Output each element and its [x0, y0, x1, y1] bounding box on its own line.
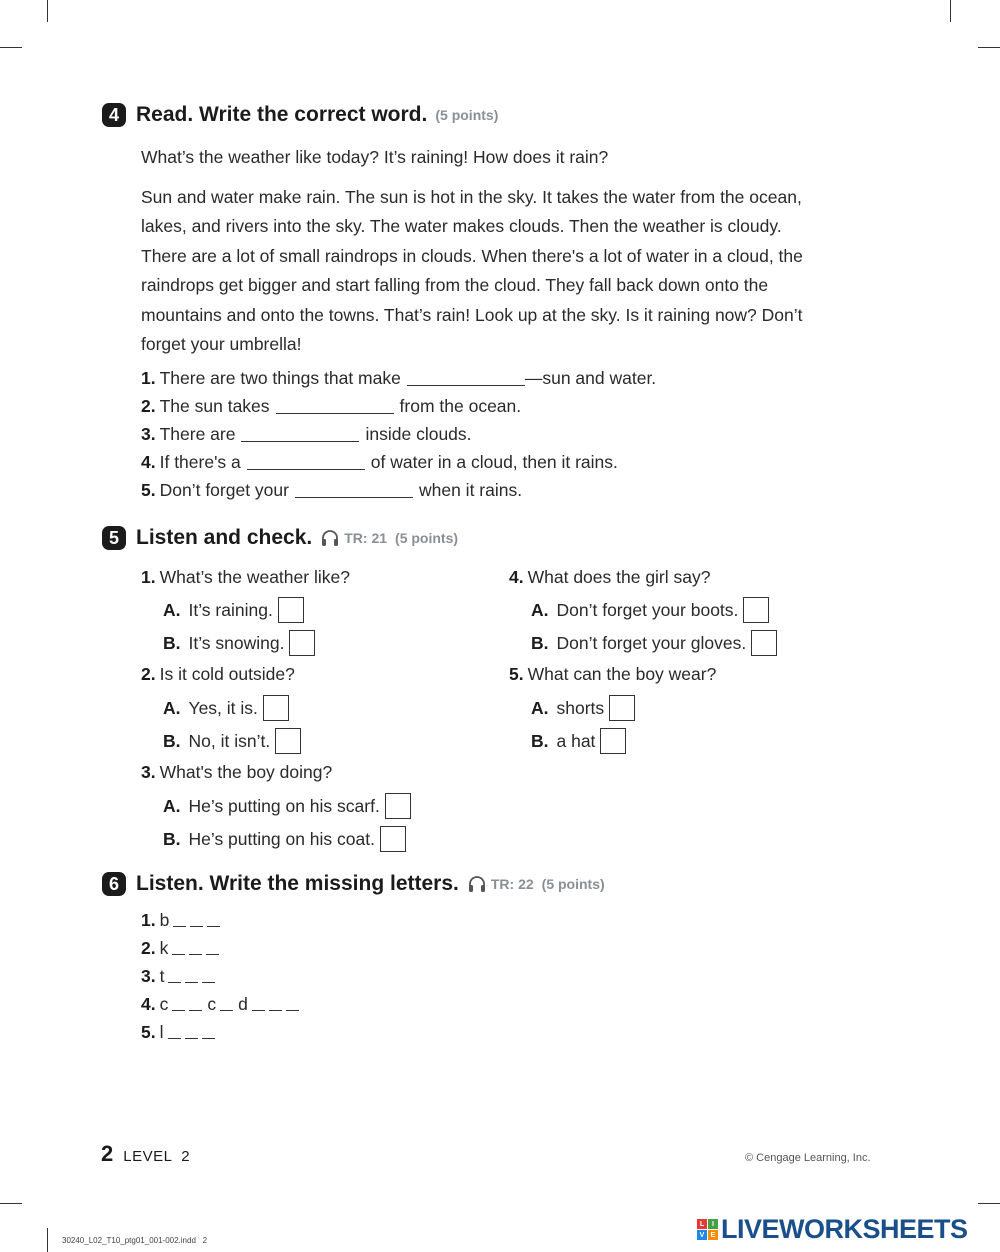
option-text: Don’t forget your gloves. [556, 632, 747, 653]
crop-mark [0, 1203, 22, 1204]
answer-option [531, 728, 626, 754]
option-text: No, it isn’t. [188, 730, 271, 751]
letter-blank[interactable] [206, 942, 219, 955]
letter-blank[interactable] [269, 998, 282, 1011]
option-letter: A. [531, 599, 549, 620]
crop-mark [47, 1228, 48, 1252]
question-number: 5. [141, 1022, 156, 1042]
section-points: (5 points) [541, 876, 605, 892]
page-footer [101, 1141, 190, 1167]
missing-letters-item [141, 994, 299, 1015]
check-question [141, 664, 295, 685]
option-letter: B. [163, 632, 181, 653]
letter-blank[interactable] [189, 998, 202, 1011]
crop-mark [978, 1203, 1000, 1204]
question-text: of water in a cloud, then it rains. [370, 452, 618, 472]
question-number: 5. [509, 664, 524, 684]
letter-blank[interactable] [202, 1026, 215, 1039]
passage-line: raindrops get bigger and start falling from the cloud. They fall back down onto the [141, 275, 769, 296]
question-number: 3. [141, 762, 156, 782]
logo-text: LIVEWORKSHEETS [721, 1214, 968, 1244]
section-title: Read. Write the correct word. [136, 103, 428, 126]
letter-blank[interactable] [185, 970, 198, 983]
audio-track: TR: 21 [344, 530, 388, 546]
section-6-header [102, 870, 605, 898]
section-number-badge: 5 [102, 526, 126, 550]
crop-mark [950, 0, 951, 22]
letter-blank[interactable] [286, 998, 299, 1011]
question-text: If there's a [159, 452, 241, 472]
passage-line: lakes, and rivers into the sky. The water makes clouds. Then the weather is cloudy. [141, 216, 782, 237]
level-label: LEVEL 2 [123, 1148, 191, 1165]
question-text: What does the girl say? [527, 567, 711, 587]
fill-question [141, 424, 472, 445]
check-box[interactable] [263, 695, 289, 721]
logo-tile: E [708, 1230, 718, 1240]
check-box[interactable] [743, 597, 769, 623]
answer-blank[interactable] [295, 483, 413, 498]
question-number: 1. [141, 910, 156, 930]
option-letter: B. [531, 730, 549, 751]
question-number: 3. [141, 424, 156, 444]
word-letter: t [159, 966, 165, 986]
letter-blank[interactable] [185, 1026, 198, 1039]
check-question [509, 664, 716, 685]
letter-blank[interactable] [252, 998, 265, 1011]
letter-blank[interactable] [172, 998, 185, 1011]
logo-tile: I [708, 1219, 718, 1229]
check-box[interactable] [600, 728, 626, 754]
logo-tile: V [697, 1230, 707, 1240]
option-text: It’s raining. [188, 599, 273, 620]
passage-line: There are a lot of small raindrops in clouds. When there's a lot of water in a cloud, the [141, 245, 803, 266]
letter-blank[interactable] [207, 914, 220, 927]
answer-option [163, 793, 411, 819]
option-letter: A. [531, 697, 549, 718]
copyright: © Cengage Learning, Inc. [745, 1152, 871, 1164]
answer-blank[interactable] [241, 427, 359, 442]
headphones-icon [320, 528, 340, 548]
reading-passage [141, 183, 881, 359]
question-number: 1. [141, 368, 156, 388]
letter-blank[interactable] [220, 998, 233, 1011]
question-text: What can the boy wear? [527, 664, 717, 684]
check-box[interactable] [275, 728, 301, 754]
audio-track: TR: 22 [490, 876, 534, 892]
question-text: Is it cold outside? [159, 664, 295, 684]
option-text: shorts [556, 697, 605, 718]
answer-blank[interactable] [407, 371, 525, 386]
letter-blank[interactable] [202, 970, 215, 983]
word-letter: c [159, 994, 169, 1014]
file-slug: 30240_L02_T10_ptg01_001-002.indd 2 [62, 1236, 208, 1245]
passage-line: forget your umbrella! [141, 334, 302, 355]
section-points: (5 points) [435, 107, 499, 123]
question-text: inside clouds. [365, 424, 472, 444]
letter-blank[interactable] [168, 1026, 181, 1039]
check-box[interactable] [380, 826, 406, 852]
passage-line: mountains and onto the towns. That’s rain! Look up at the sky. Is it raining now? Don’t [141, 304, 803, 325]
section-4-header [102, 101, 498, 129]
question-number: 2. [141, 396, 156, 416]
missing-letters-item [141, 910, 220, 931]
letter-blank[interactable] [168, 970, 181, 983]
answer-option [531, 695, 635, 721]
letter-blank[interactable] [173, 914, 186, 927]
crop-mark [0, 47, 22, 48]
question-number: 1. [141, 567, 156, 587]
word-letter: k [159, 938, 169, 958]
answer-blank[interactable] [276, 399, 394, 414]
question-number: 2. [141, 664, 156, 684]
fill-question [141, 396, 521, 417]
letter-blank[interactable] [189, 942, 202, 955]
question-text: —sun and water. [524, 368, 657, 388]
question-number: 2. [141, 938, 156, 958]
section-title: Listen and check. [136, 526, 313, 549]
section-5-header [102, 524, 458, 552]
section-number-badge: 6 [102, 872, 126, 896]
missing-letters-item [141, 966, 215, 987]
option-text: He’s putting on his coat. [188, 828, 375, 849]
option-letter: A. [163, 599, 181, 620]
question-text: from the ocean. [399, 396, 522, 416]
check-box[interactable] [289, 630, 315, 656]
question-number: 4. [141, 994, 156, 1014]
question-text: What's the boy doing? [159, 762, 333, 782]
check-box[interactable] [751, 630, 777, 656]
question-text: There are two things that make [159, 368, 401, 388]
answer-blank[interactable] [247, 455, 365, 470]
crop-mark [978, 47, 1000, 48]
option-letter: B. [163, 828, 181, 849]
liveworksheets-logo [697, 1214, 968, 1245]
option-letter: A. [163, 697, 181, 718]
page-number: 2 [101, 1141, 114, 1166]
check-box[interactable] [385, 793, 411, 819]
question-number: 3. [141, 966, 156, 986]
section-title: Listen. Write the missing letters. [136, 872, 459, 895]
missing-letters-item [141, 938, 219, 959]
fill-question [141, 368, 656, 389]
answer-option [163, 728, 301, 754]
option-letter: B. [163, 730, 181, 751]
answer-option [163, 630, 315, 656]
question-number: 5. [141, 480, 156, 500]
question-text: when it rains. [418, 480, 523, 500]
check-question [141, 567, 350, 588]
word-letter: b [159, 910, 170, 930]
answer-option [163, 597, 304, 623]
answer-option [163, 826, 406, 852]
passage-line: Sun and water make rain. The sun is hot in the sky. It takes the water from the ocean, [141, 187, 802, 207]
letter-blank[interactable] [172, 942, 185, 955]
fill-question [141, 480, 522, 501]
check-question [509, 567, 710, 588]
option-text: a hat [556, 730, 596, 751]
missing-letters-item [141, 1022, 215, 1043]
check-box[interactable] [609, 695, 635, 721]
word-letter: l [159, 1022, 164, 1042]
letter-blank[interactable] [190, 914, 203, 927]
word-letter: d [238, 994, 248, 1014]
question-text: Don’t forget your [159, 480, 289, 500]
fill-question [141, 452, 618, 473]
question-text: There are [159, 424, 236, 444]
reading-intro: What’s the weather like today? It’s raining! How does it rain? [141, 147, 609, 167]
word-letter: c [207, 994, 217, 1014]
section-points: (5 points) [395, 530, 459, 546]
crop-mark [47, 0, 48, 22]
option-letter: A. [163, 795, 181, 816]
headphones-icon [467, 874, 487, 894]
option-letter: B. [531, 632, 549, 653]
question-text: What’s the weather like? [159, 567, 350, 587]
check-box[interactable] [278, 597, 304, 623]
answer-option [531, 597, 769, 623]
logo-tiles [697, 1219, 718, 1240]
option-text: Don’t forget your boots. [556, 599, 739, 620]
option-text: He’s putting on his scarf. [188, 795, 380, 816]
question-text: The sun takes [159, 396, 270, 416]
question-number: 4. [141, 452, 156, 472]
option-text: It’s snowing. [188, 632, 285, 653]
answer-option [163, 695, 289, 721]
option-text: Yes, it is. [188, 697, 258, 718]
logo-tile: L [697, 1219, 707, 1229]
answer-option [531, 630, 777, 656]
section-number-badge: 4 [102, 103, 126, 127]
check-question [141, 762, 332, 783]
question-number: 4. [509, 567, 524, 587]
